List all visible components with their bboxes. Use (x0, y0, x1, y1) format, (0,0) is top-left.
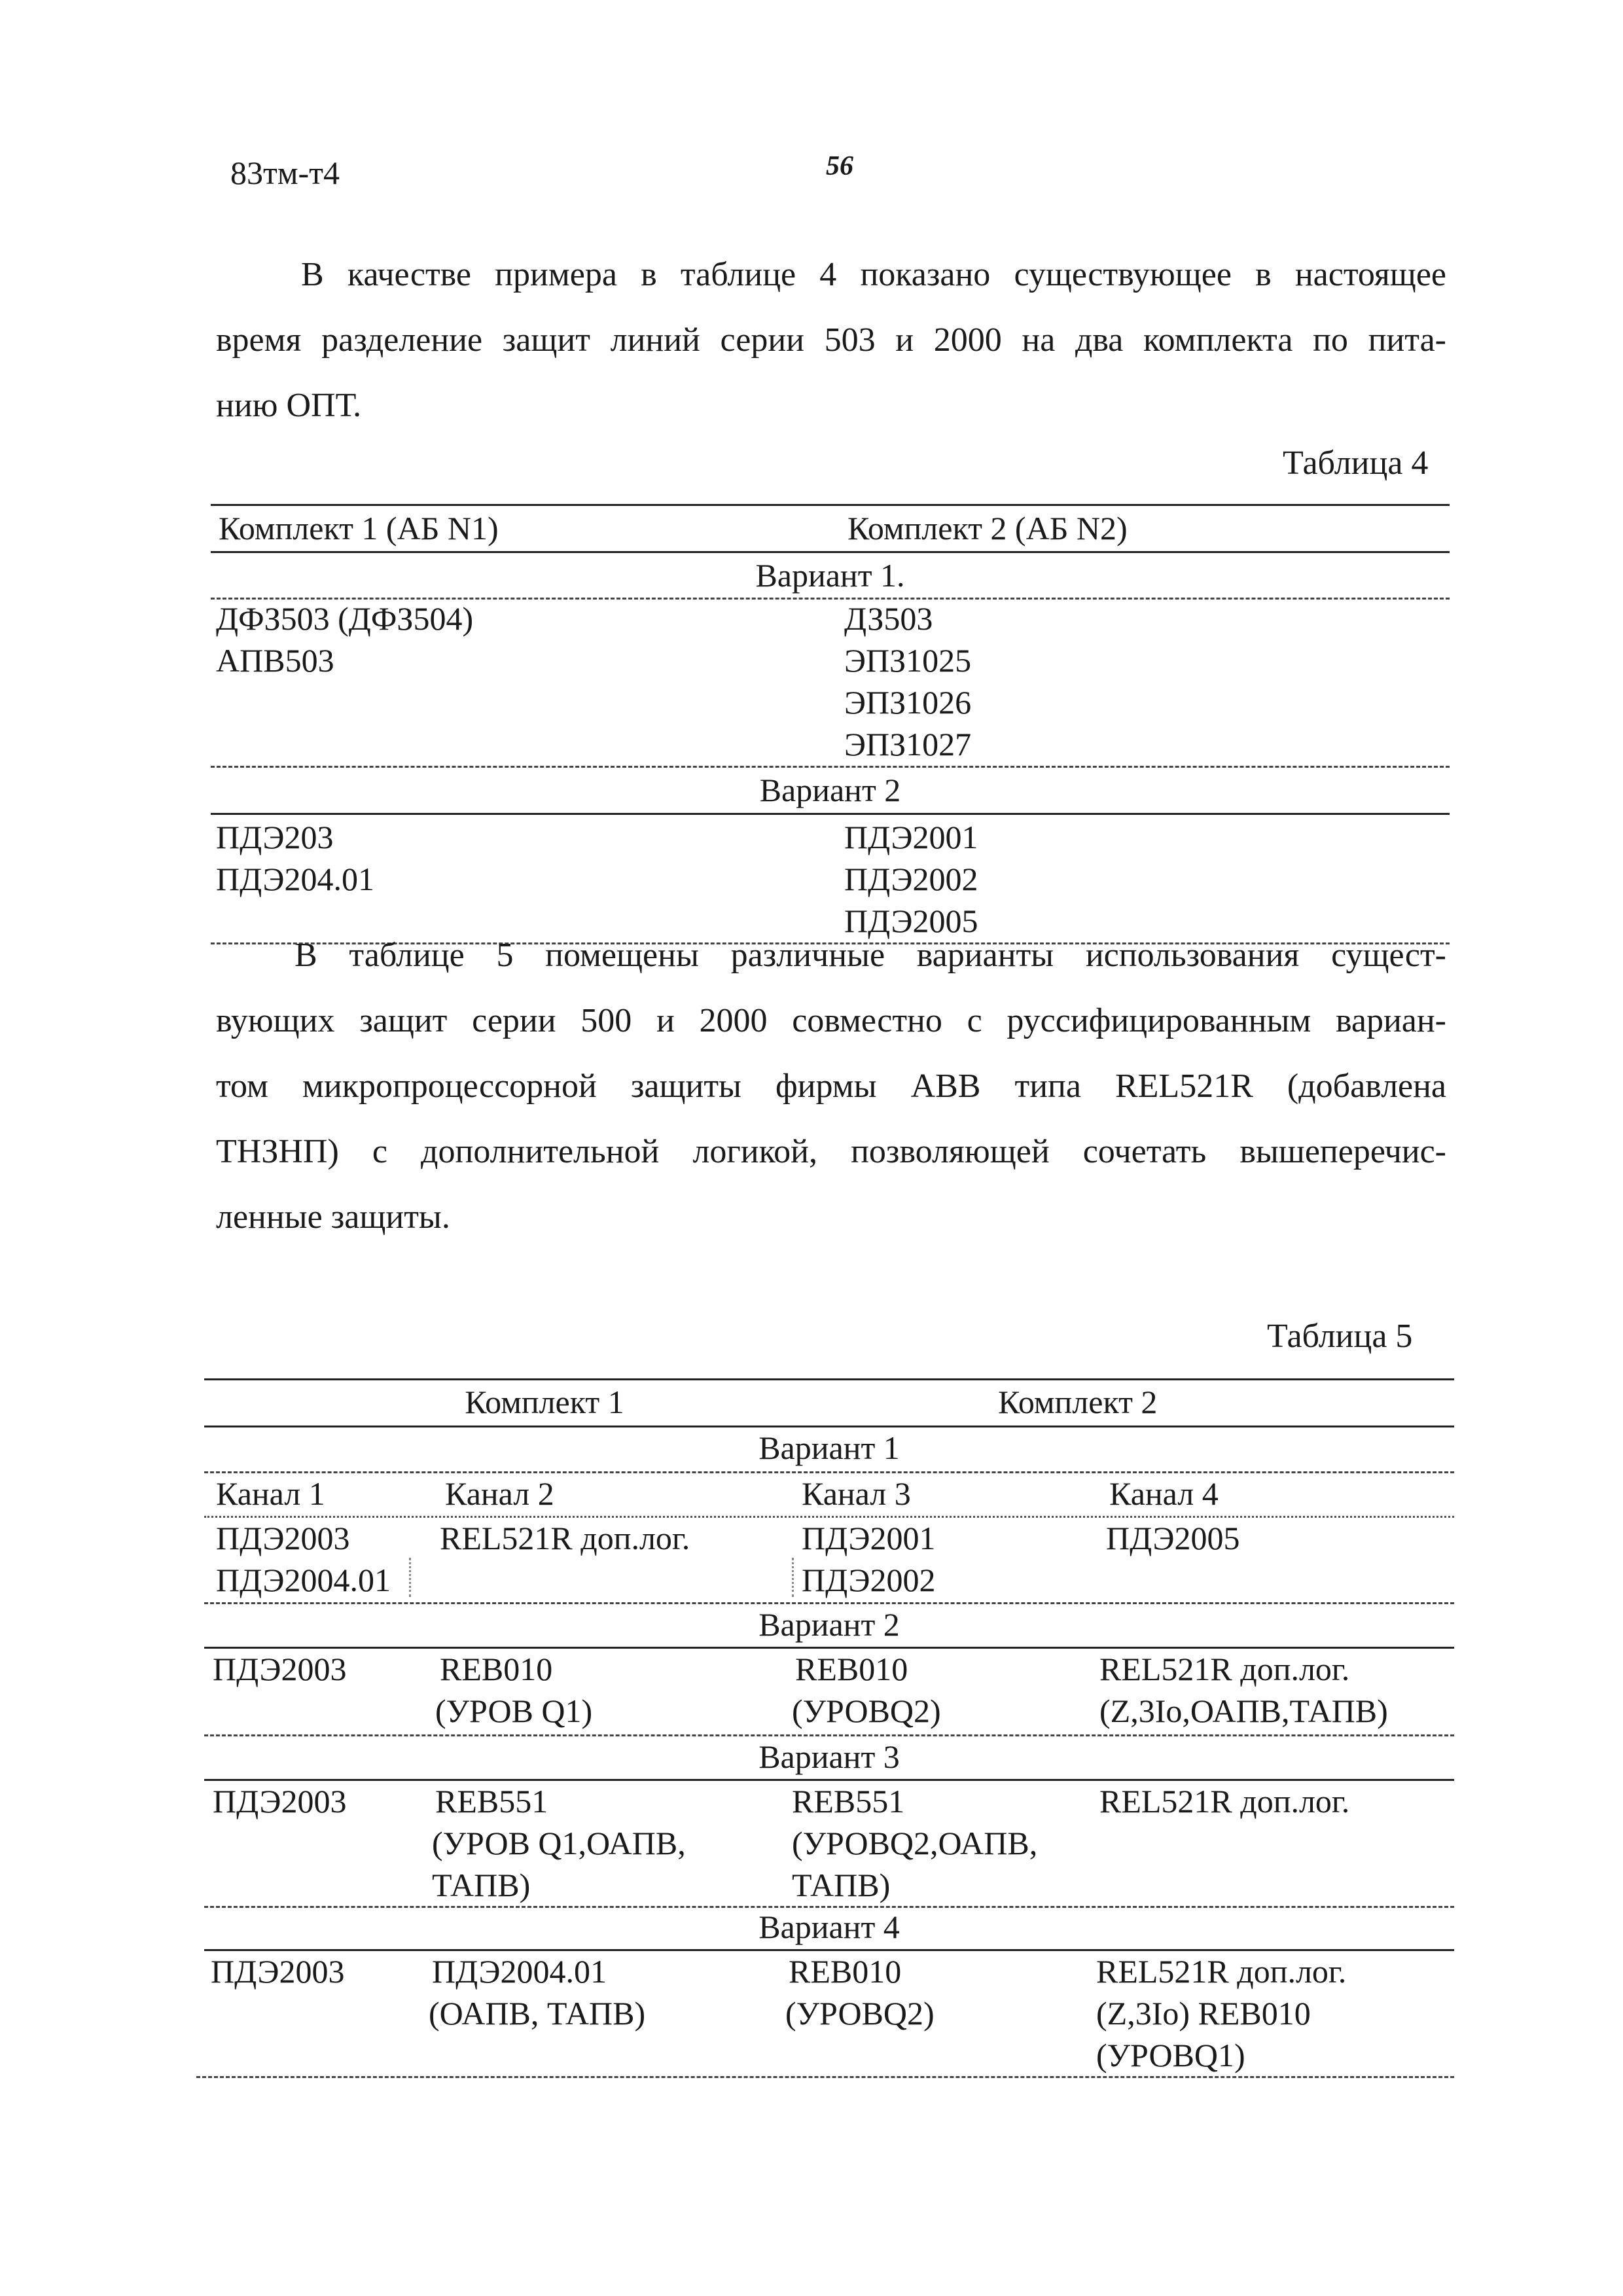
table-5-cell: REL521R доп.лог. (1099, 1783, 1350, 1820)
table-5-cell: (УРОВ Q1) (435, 1693, 593, 1729)
table-5-channel-header: Канал 4 (1109, 1475, 1219, 1512)
paragraph-2-line: том микропроцессорной защиты фирмы ABB типа REL521R (добавлена (216, 1067, 1446, 1105)
paragraph-1-line: В качестве примера в таблице 4 показано существующее в настоящее (301, 256, 1446, 293)
table-5-channel-header: Канал 3 (802, 1475, 911, 1512)
table-4-variant-title: Вариант 2 (759, 772, 901, 808)
table-5-rule (204, 1378, 1454, 1380)
table-5-cell: ПДЭ2003 (211, 1953, 345, 1990)
table-5-cell: (УРОВQ1) (1096, 2037, 1245, 2073)
table-5-cell: ПДЭ2005 (1106, 1520, 1240, 1556)
table-5-cell: REB551 (435, 1783, 548, 1820)
paragraph-1 (216, 242, 1446, 439)
table-4-cell: ПДЭ204.01 (216, 861, 374, 897)
table-4-cell: ПДЭ2002 (844, 861, 978, 897)
table-5-cell: (УРОВQ2) (785, 1995, 935, 2032)
table-4-cell: ПДЭ2005 (844, 903, 978, 939)
document-code: 83тм-т4 (230, 154, 340, 191)
table-5-cell: (Z,3Io,ОАПВ,ТАПВ) (1099, 1693, 1388, 1729)
table-5-cell: (Z,3Io) REB010 (1096, 1995, 1311, 2032)
table-5-cell: ПДЭ2001 (802, 1520, 936, 1556)
table-5-variant-title: Вариант 1 (758, 1429, 900, 1466)
paragraph-2-line: В таблице 5 помещены различные варианты использования сущест- (294, 937, 1446, 974)
table-5-cell: (УРОВ Q1,ОАПВ, (432, 1825, 686, 1861)
table-4-rule (211, 504, 1450, 506)
table-4-rule (211, 813, 1450, 815)
table-4-header: Комплект 2 (АБ N2) (847, 510, 1128, 547)
table-4-cell: ДЗ503 (844, 600, 933, 637)
table-5-cell: ПДЭ2003 (213, 1783, 347, 1820)
table-5-cell: (ОАПВ, ТАПВ) (429, 1995, 646, 2032)
table-5-rule (196, 2076, 1454, 2078)
table-5-cell: ПДЭ2003 (213, 1651, 347, 1687)
table-4-rule (211, 551, 1450, 553)
table-5-cell: REB551 (792, 1783, 905, 1820)
table-5-cell: REB010 (440, 1651, 553, 1687)
table-4-rule (211, 766, 1450, 768)
table-4-cell: ПДЭ203 (216, 819, 334, 855)
table-5-cell: (УРОВQ2,ОАПВ, (792, 1825, 1038, 1861)
table-5-channel-header: Канал 2 (445, 1475, 554, 1512)
paragraph-1-line: время разделение защит линий серии 503 и 2000 на два комплекта по пита- (216, 321, 1446, 359)
table-5-cell: ПДЭ2003 (216, 1520, 350, 1556)
table-5-group-header: Комплект 2 (998, 1384, 1158, 1420)
table-5-column-divider (409, 1558, 411, 1597)
table-4-variant-title: Вариант 1. (755, 557, 905, 594)
table-4-cell: ЭПЗ1027 (844, 726, 972, 762)
paragraph-2-line: ленные защиты. (216, 1198, 450, 1236)
table-5-variant-title: Вариант 2 (758, 1606, 900, 1643)
table-5-cell: REB010 (795, 1651, 908, 1687)
table-5-variant-title: Вариант 3 (758, 1738, 900, 1775)
paragraph-1-line: нию ОПТ. (216, 387, 362, 424)
table-4-caption: Таблица 4 (1283, 444, 1429, 482)
table-5-variant-title: Вариант 4 (758, 1909, 900, 1945)
table-5-cell: ТАПВ) (432, 1867, 531, 1903)
paragraph-2 (216, 923, 1446, 1250)
paragraph-2-line: ТНЗНП) с дополнительной логикой, позволяющей сочетать вышеперечис- (216, 1133, 1446, 1170)
table-4-cell: АПВ503 (216, 642, 334, 679)
table-4-cell: ПДЭ2001 (844, 819, 978, 855)
table-5-channel-header: Канал 1 (216, 1475, 325, 1512)
table-5-caption: Таблица 5 (1267, 1318, 1413, 1355)
table-4-cell: ЭПЗ1025 (844, 642, 972, 679)
table-5-cell: ПДЭ2002 (802, 1562, 936, 1598)
table-5-group-header: Комплект 1 (465, 1384, 624, 1420)
table-5-cell: REB010 (789, 1953, 902, 1990)
table-5-cell: ПДЭ2004.01 (432, 1953, 607, 1990)
page-number: 56 (826, 151, 853, 181)
table-4-cell: ЭПЗ1026 (844, 684, 972, 721)
table-5-cell: ТАПВ) (792, 1867, 891, 1903)
table-5-cell: REL521R доп.лог. (1096, 1953, 1347, 1990)
table-5-cell: REL521R доп.лог. (440, 1520, 690, 1556)
table-5-cell: (УРОВQ2) (792, 1693, 941, 1729)
table-5-cell: ПДЭ2004.01 (216, 1562, 391, 1598)
table-4-header: Комплект 1 (АБ N1) (219, 510, 499, 547)
table-4-cell: ДФЗ503 (ДФЗ504) (216, 600, 474, 637)
table-5-column-divider (792, 1558, 794, 1597)
table-5-cell: REL521R доп.лог. (1099, 1651, 1350, 1687)
paragraph-2-line: вующих защит серии 500 и 2000 совместно с руссифицированным вариан- (216, 1002, 1446, 1039)
